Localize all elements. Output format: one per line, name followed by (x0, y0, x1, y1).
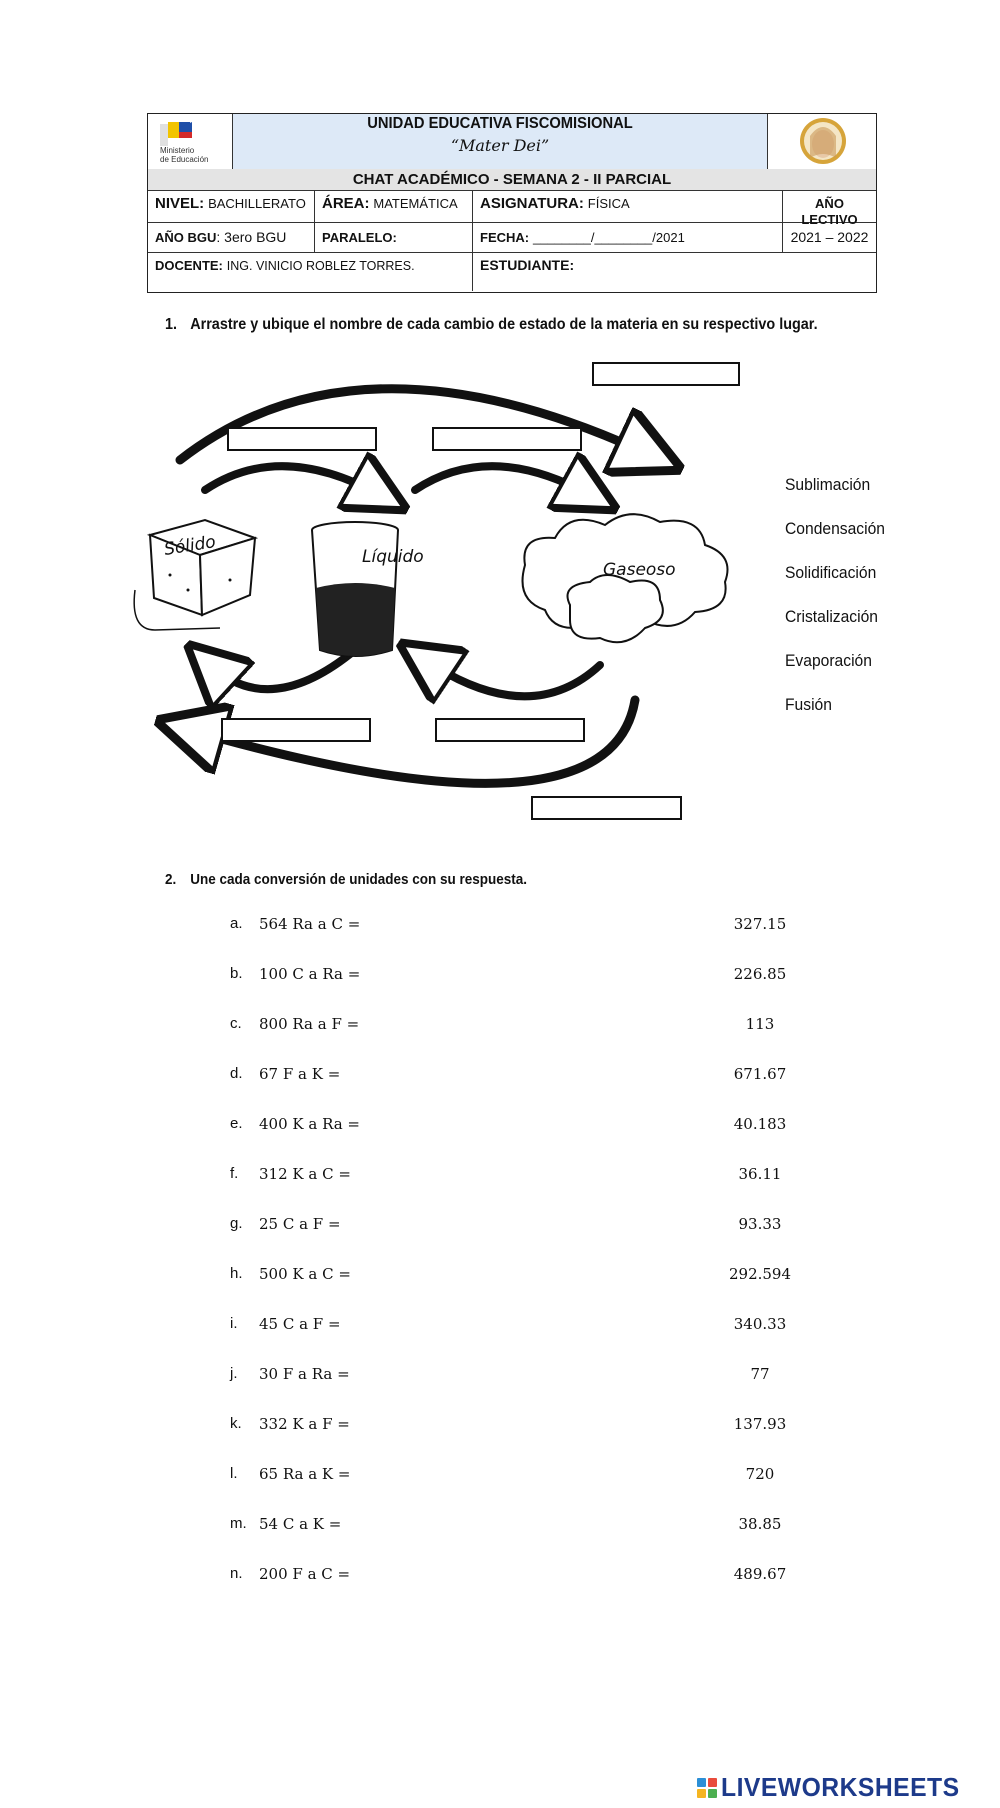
liveworksheets-grid-icon (697, 1778, 717, 1798)
state-change-arrows (130, 350, 750, 830)
conversion-letter: d. (230, 1065, 243, 1082)
conversion-letter: l. (230, 1465, 238, 1482)
conversion-letter: h. (230, 1265, 243, 1282)
conversion-row (0, 1315, 1000, 1339)
conversion-answer[interactable]: 292.594 (728, 1265, 792, 1283)
conversion-letter: c. (230, 1015, 242, 1032)
estudiante-cell (472, 253, 876, 291)
nivel-cell (148, 191, 314, 222)
arc-bottom-right (425, 660, 600, 696)
option-fusion[interactable]: Fusión (785, 695, 832, 714)
conversion-answer[interactable]: 77 (750, 1365, 770, 1383)
question-2-number: 2. (165, 871, 177, 888)
ministry-logo (148, 114, 233, 169)
option-condensacion[interactable]: Condensación (785, 519, 886, 538)
conversion-expression: 25 C a F = (259, 1215, 341, 1233)
conversion-expression: 100 C a Ra = (259, 965, 361, 983)
header-row-1 (148, 191, 876, 227)
logo-line-1: Ministerio (160, 146, 195, 155)
anio-bgu-value: : 3ero BGU (216, 229, 287, 245)
area-cell (314, 191, 472, 222)
conversion-row (0, 1415, 1000, 1439)
conversion-letter: i. (230, 1315, 238, 1332)
fecha-label: FECHA: (480, 230, 530, 245)
header-row-3 (148, 253, 876, 291)
conversion-expression: 332 K a F = (259, 1415, 350, 1433)
conversion-row (0, 1465, 1000, 1489)
arc-top-left (205, 466, 380, 495)
liquid-glass-icon (312, 522, 398, 656)
option-sublimacion[interactable]: Sublimación (785, 475, 871, 494)
conversion-row (0, 1565, 1000, 1589)
drop-box-bottom-large[interactable] (531, 796, 682, 820)
conversion-expression: 200 F a C = (259, 1565, 351, 1583)
area-label: ÁREA: (322, 195, 370, 212)
conversion-answer[interactable]: 340.33 (733, 1315, 787, 1333)
drop-box-top-left[interactable] (227, 427, 377, 451)
conversion-expression: 67 F a K = (259, 1065, 341, 1083)
conversion-answer[interactable]: 36.11 (738, 1165, 782, 1183)
conversion-row (0, 1115, 1000, 1139)
conversion-expression: 564 Ra a C = (259, 915, 361, 933)
drop-box-bottom-right[interactable] (435, 718, 585, 742)
conversion-expression: 54 C a K = (259, 1515, 342, 1533)
conversion-answer[interactable]: 113 (745, 1015, 775, 1033)
gas-label: Gaseoso (603, 560, 676, 580)
docente-label: DOCENTE: (155, 258, 223, 273)
conversion-row (0, 965, 1000, 989)
conversion-letter: n. (230, 1565, 243, 1582)
question-1-number: 1. (165, 316, 178, 333)
school-motto: “Mater Dei” (450, 136, 550, 155)
conversion-expression: 800 Ra a F = (259, 1015, 360, 1033)
seal-box (768, 114, 876, 169)
anio-bgu-cell (148, 223, 314, 252)
drop-box-top-right[interactable] (432, 427, 582, 451)
conversion-answer[interactable]: 489.67 (733, 1565, 787, 1583)
paralelo-cell (314, 223, 472, 252)
liquid-label: Líquido (362, 547, 424, 567)
school-title-box (233, 114, 768, 169)
conversion-answer[interactable]: 327.15 (733, 915, 787, 933)
docente-cell (148, 253, 472, 291)
conversion-row (0, 915, 1000, 939)
conversion-answer[interactable]: 137.93 (733, 1415, 787, 1433)
conversion-expression: 30 F a Ra = (259, 1365, 350, 1383)
conversion-answer[interactable]: 720 (745, 1465, 775, 1483)
conversion-letter: e. (230, 1115, 243, 1132)
conversion-answer[interactable]: 38.85 (738, 1515, 782, 1533)
fecha-cell (472, 223, 782, 252)
fecha-value: ________/________/2021 (533, 230, 685, 245)
conversion-answer[interactable]: 226.85 (733, 965, 787, 983)
conversion-row (0, 1065, 1000, 1089)
conversion-letter: a. (230, 915, 243, 932)
nivel-label: NIVEL: (155, 195, 205, 212)
conversion-row (0, 1015, 1000, 1039)
anio-lectivo-value: 2021 – 2022 (790, 229, 869, 245)
conversion-letter: m. (230, 1515, 247, 1532)
question-2-title (165, 871, 527, 888)
school-name: UNIDAD EDUCATIVA FISCOMISIONAL (367, 115, 633, 132)
drop-box-bottom-left[interactable] (221, 718, 371, 742)
solid-label: Sólido (162, 532, 218, 560)
conversion-row (0, 1515, 1000, 1539)
header-table (147, 113, 877, 293)
question-2-text: Une cada conversión de unidades con su respuesta. (190, 871, 528, 888)
option-solidificacion[interactable]: Solidificación (785, 563, 877, 582)
conversion-letter: g. (230, 1215, 243, 1232)
paralelo-label: PARALELO: (322, 230, 397, 245)
conversion-letter: f. (230, 1165, 239, 1182)
logo-line-2: de Educación (160, 155, 209, 164)
brand-text: LIVEWORKSHEETS (721, 1772, 960, 1802)
conversion-row (0, 1165, 1000, 1189)
conversion-letter: k. (230, 1415, 242, 1432)
conversion-answer[interactable]: 671.67 (733, 1065, 787, 1083)
estudiante-label: ESTUDIANTE: (480, 257, 575, 273)
conversion-answer[interactable]: 93.33 (738, 1215, 782, 1233)
question-1-text: Arrastre y ubique el nombre de cada cambio de estado de la materia en su respectivo lugar. (190, 316, 818, 333)
arc-bottom-left (210, 650, 355, 689)
option-cristalizacion[interactable]: Cristalización (785, 607, 879, 626)
conversion-letter: j. (230, 1365, 238, 1382)
arc-top-right (415, 466, 590, 495)
chat-title: CHAT ACADÉMICO - SEMANA 2 - II PARCIAL (148, 169, 876, 191)
conversion-row (0, 1365, 1000, 1389)
conversion-row (0, 1215, 1000, 1239)
conversion-expression: 312 K a C = (259, 1165, 351, 1183)
conversion-expression: 500 K a C = (259, 1265, 351, 1283)
nivel-value: BACHILLERATO (208, 196, 306, 211)
conversion-letter: b. (230, 965, 243, 982)
asignatura-label: ASIGNATURA: (480, 195, 584, 212)
asignatura-value: FÍSICA (587, 196, 630, 211)
anio-lectivo-label-cell (782, 191, 876, 227)
header-row-2 (148, 223, 876, 253)
states-diagram (130, 350, 750, 830)
drop-box-top-large[interactable] (592, 362, 740, 386)
anio-lectivo-value-cell (782, 223, 876, 252)
anio-bgu-label: AÑO BGU (155, 230, 217, 245)
conversion-expression: 400 K a Ra = (259, 1115, 361, 1133)
virgin-seal-icon (768, 114, 878, 169)
conversion-expression: 45 C a F = (259, 1315, 341, 1333)
anio-lectivo-label: AÑO LECTIVO (801, 196, 858, 227)
area-value: MATEMÁTICA (373, 196, 458, 211)
asignatura-cell (472, 191, 782, 222)
option-evaporacion[interactable]: Evaporación (785, 651, 872, 670)
conversion-row (0, 1265, 1000, 1289)
question-1-title (165, 316, 818, 334)
conversion-answer[interactable]: 40.183 (733, 1115, 787, 1133)
conversion-expression: 65 Ra a K = (259, 1465, 351, 1483)
liveworksheets-logo[interactable] (697, 1772, 972, 1803)
docente-value: ING. VINICIO ROBLEZ TORRES. (226, 259, 415, 273)
